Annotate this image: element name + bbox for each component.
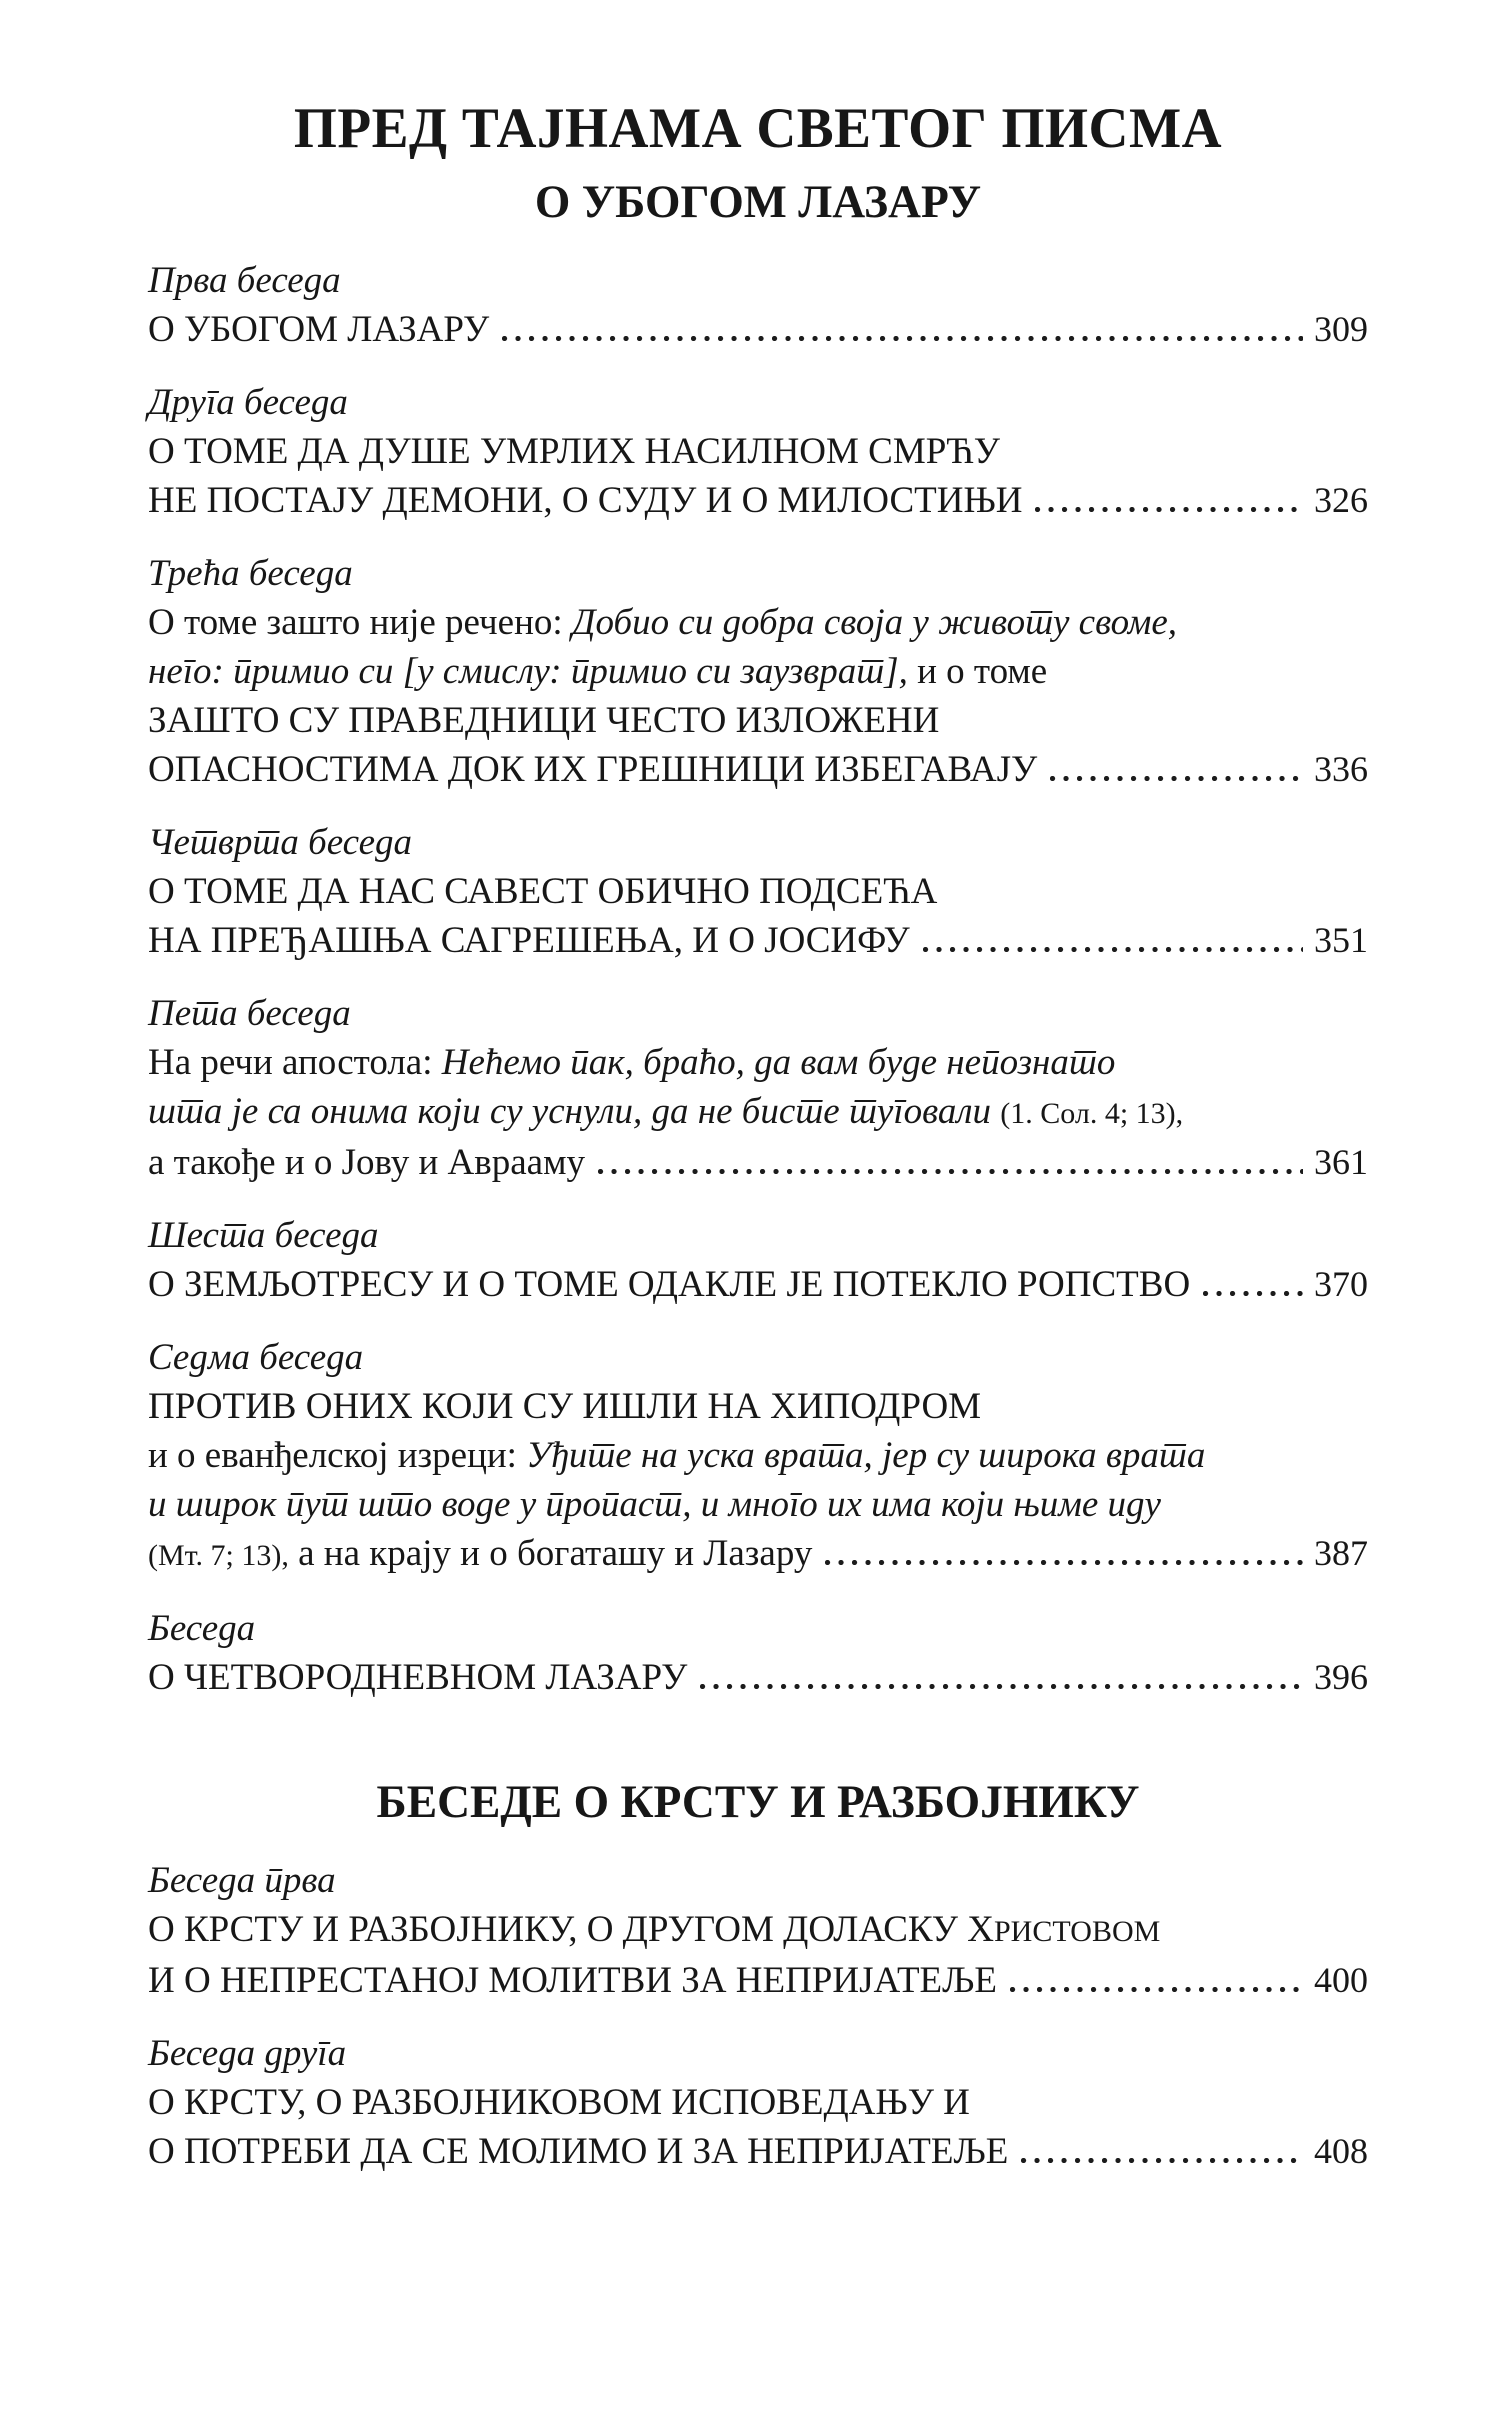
page-title: ПРЕД ТАЈНАМА СВЕТОГ ПИСМА	[293, 97, 1223, 160]
text-segment: О ПОТРЕБИ ДА СЕ МОЛИМО И ЗА НЕПРИЈАТЕЉЕ	[148, 2131, 1009, 2172]
entry-line	[148, 1431, 1368, 1480]
dot-leader	[1035, 507, 1303, 512]
toc-entry	[148, 2029, 1368, 2176]
toc-entry	[148, 818, 1368, 965]
text-segment: (1. Сол. 4; 13),	[1000, 1097, 1184, 1130]
text-segment: О КРСТУ И РАЗБОЈНИКУ, О ДРУГОМ ДОЛАСКУ	[148, 1909, 968, 1950]
text-segment: (Мт. 7; 13),	[148, 1539, 289, 1572]
entry-label: Беседа друга	[148, 2033, 347, 2074]
text-segment: О ЗЕМЉОТРЕСУ И О ТОМЕ ОДАКЛЕ ЈЕ ПОТЕКЛО РОПСТВО	[148, 1264, 1191, 1305]
entry-line	[148, 476, 1368, 525]
toc-sections	[148, 172, 1368, 2176]
entry-label: Беседа прва	[148, 1860, 336, 1901]
page-number: 309	[1314, 309, 1368, 349]
text-segment: Х	[967, 1909, 994, 1950]
text-segment: и о томе	[907, 651, 1048, 692]
text-segment: О ТОМЕ ДА ДУШЕ УМРЛИХ НАСИЛНОМ СМРЋУ	[148, 431, 1000, 472]
text-segment: И О НЕПРЕСТАНОЈ МОЛИТВИ ЗА НЕПРИЈАТЕЉЕ	[148, 1960, 998, 2001]
dot-leader	[1010, 1987, 1303, 1992]
text-segment: ЗАШТО СУ ПРАВЕДНИЦИ ЧЕСТО ИЗЛОЖЕНИ	[148, 700, 940, 741]
toc-entry	[148, 549, 1368, 794]
entry-line	[148, 427, 1368, 476]
page-number: 370	[1314, 1264, 1368, 1304]
dot-leader	[700, 1684, 1303, 1689]
page-number: 361	[1314, 1142, 1368, 1182]
text-segment: О ТОМЕ ДА НАС САВЕСТ ОБИЧНО ПОДСЕЋА	[148, 871, 938, 912]
entry-line	[148, 305, 1368, 354]
text-segment: О КРСТУ, О РАЗБОЈНИКОВОМ ИСПОВЕДАЊУ И	[148, 2082, 970, 2123]
text-segment: Нећемо пак, браћо, да вам буде непознато	[441, 1042, 1116, 1083]
entry-line	[148, 1260, 1368, 1309]
entry-line	[148, 647, 1368, 696]
entry-line	[148, 1038, 1368, 1087]
toc-entry	[148, 378, 1368, 525]
text-segment: него: примио си [у смислу: примио си заузврат],	[148, 651, 908, 692]
entry-line	[148, 1087, 1368, 1138]
dot-leader	[1050, 776, 1303, 781]
text-segment: О УБОГОМ ЛАЗАРУ	[148, 309, 490, 350]
text-segment: ПРОТИВ ОНИХ КОЈИ СУ ИШЛИ НА ХИПОДРОМ	[148, 1386, 982, 1427]
text-segment: а на крају и о богаташу и Лазару	[288, 1533, 813, 1574]
entry-label: Прва беседа	[148, 260, 341, 301]
dot-leader	[1203, 1291, 1303, 1296]
entry-line	[148, 2078, 1368, 2127]
entry-line	[148, 916, 1368, 965]
text-segment: РИСТОВОМ	[994, 1915, 1161, 1948]
toc-section	[148, 1772, 1368, 2176]
entry-line	[148, 745, 1368, 794]
entry-line	[148, 1529, 1368, 1580]
text-segment: шта је са онима који су уснули, да не бисте туговали	[148, 1091, 1001, 1132]
entry-label: Четврта беседа	[148, 822, 412, 863]
text-segment: О томе зашто није речено:	[148, 602, 572, 643]
page-number: 326	[1314, 480, 1368, 520]
toc-entry	[148, 989, 1368, 1187]
entry-label: Пета беседа	[148, 993, 351, 1034]
entry-line	[148, 867, 1368, 916]
section-heading: БЕСЕДЕ О КРСТУ И РАЗБОЈНИКУ	[376, 1776, 1140, 1828]
entry-line	[148, 1653, 1368, 1702]
toc-entry	[148, 1856, 1368, 2005]
page-number: 400	[1314, 1960, 1368, 2000]
toc-entry	[148, 1211, 1368, 1309]
text-segment: Уђите на уска врата, јер су широка врата	[526, 1435, 1206, 1476]
entry-line	[148, 1905, 1368, 1956]
entry-line	[148, 1382, 1368, 1431]
dot-leader	[502, 336, 1303, 341]
entry-line	[148, 1138, 1368, 1187]
toc-entry	[148, 1604, 1368, 1702]
entry-label: Друга беседа	[148, 382, 348, 423]
page-number: 351	[1314, 920, 1368, 960]
dot-leader	[923, 947, 1303, 952]
text-segment: Добио си добра своја у животу своме,	[571, 602, 1178, 643]
toc-entry	[148, 256, 1368, 354]
toc	[148, 96, 1368, 2176]
text-segment: НЕ ПОСТАЈУ ДЕМОНИ, О СУДУ И О МИЛОСТИЊИ	[148, 480, 1023, 521]
dot-leader	[1021, 2158, 1303, 2163]
text-segment: О ЧЕТВОРОДНЕВНОМ ЛАЗАРУ	[148, 1657, 688, 1698]
text-segment: и о еванђелској изреци:	[148, 1435, 527, 1476]
entry-line	[148, 1956, 1368, 2005]
text-segment: На речи апостола:	[148, 1042, 442, 1083]
text-segment: а такође и о Јову и Аврааму	[148, 1142, 586, 1183]
toc-entry	[148, 1333, 1368, 1580]
page-number: 408	[1314, 2131, 1368, 2171]
entry-label: Беседа	[148, 1608, 256, 1649]
toc-section	[148, 172, 1368, 1702]
page-number: 336	[1314, 749, 1368, 789]
entry-label: Седма беседа	[148, 1337, 364, 1378]
entry-line	[148, 2127, 1368, 2176]
text-segment: и широк пут што воде у пропаст, и много их има који њиме иду	[148, 1484, 1161, 1525]
entry-label: Трећа беседа	[148, 553, 353, 594]
page-number: 387	[1314, 1533, 1368, 1573]
text-segment: ОПАСНОСТИМА ДОК ИХ ГРЕШНИЦИ ИЗБЕГАВАЈУ	[148, 749, 1038, 790]
section-heading: О УБОГОМ ЛАЗАРУ	[534, 176, 982, 228]
entry-line	[148, 1480, 1368, 1529]
text-segment: НА ПРЕЂАШЊА САГРЕШЕЊА, И О ЈОСИФУ	[148, 920, 910, 961]
entry-line	[148, 598, 1368, 647]
dot-leader	[598, 1169, 1303, 1174]
entry-label: Шеста беседа	[148, 1215, 379, 1256]
entry-line	[148, 696, 1368, 745]
dot-leader	[825, 1560, 1303, 1565]
page-number: 396	[1314, 1657, 1368, 1697]
